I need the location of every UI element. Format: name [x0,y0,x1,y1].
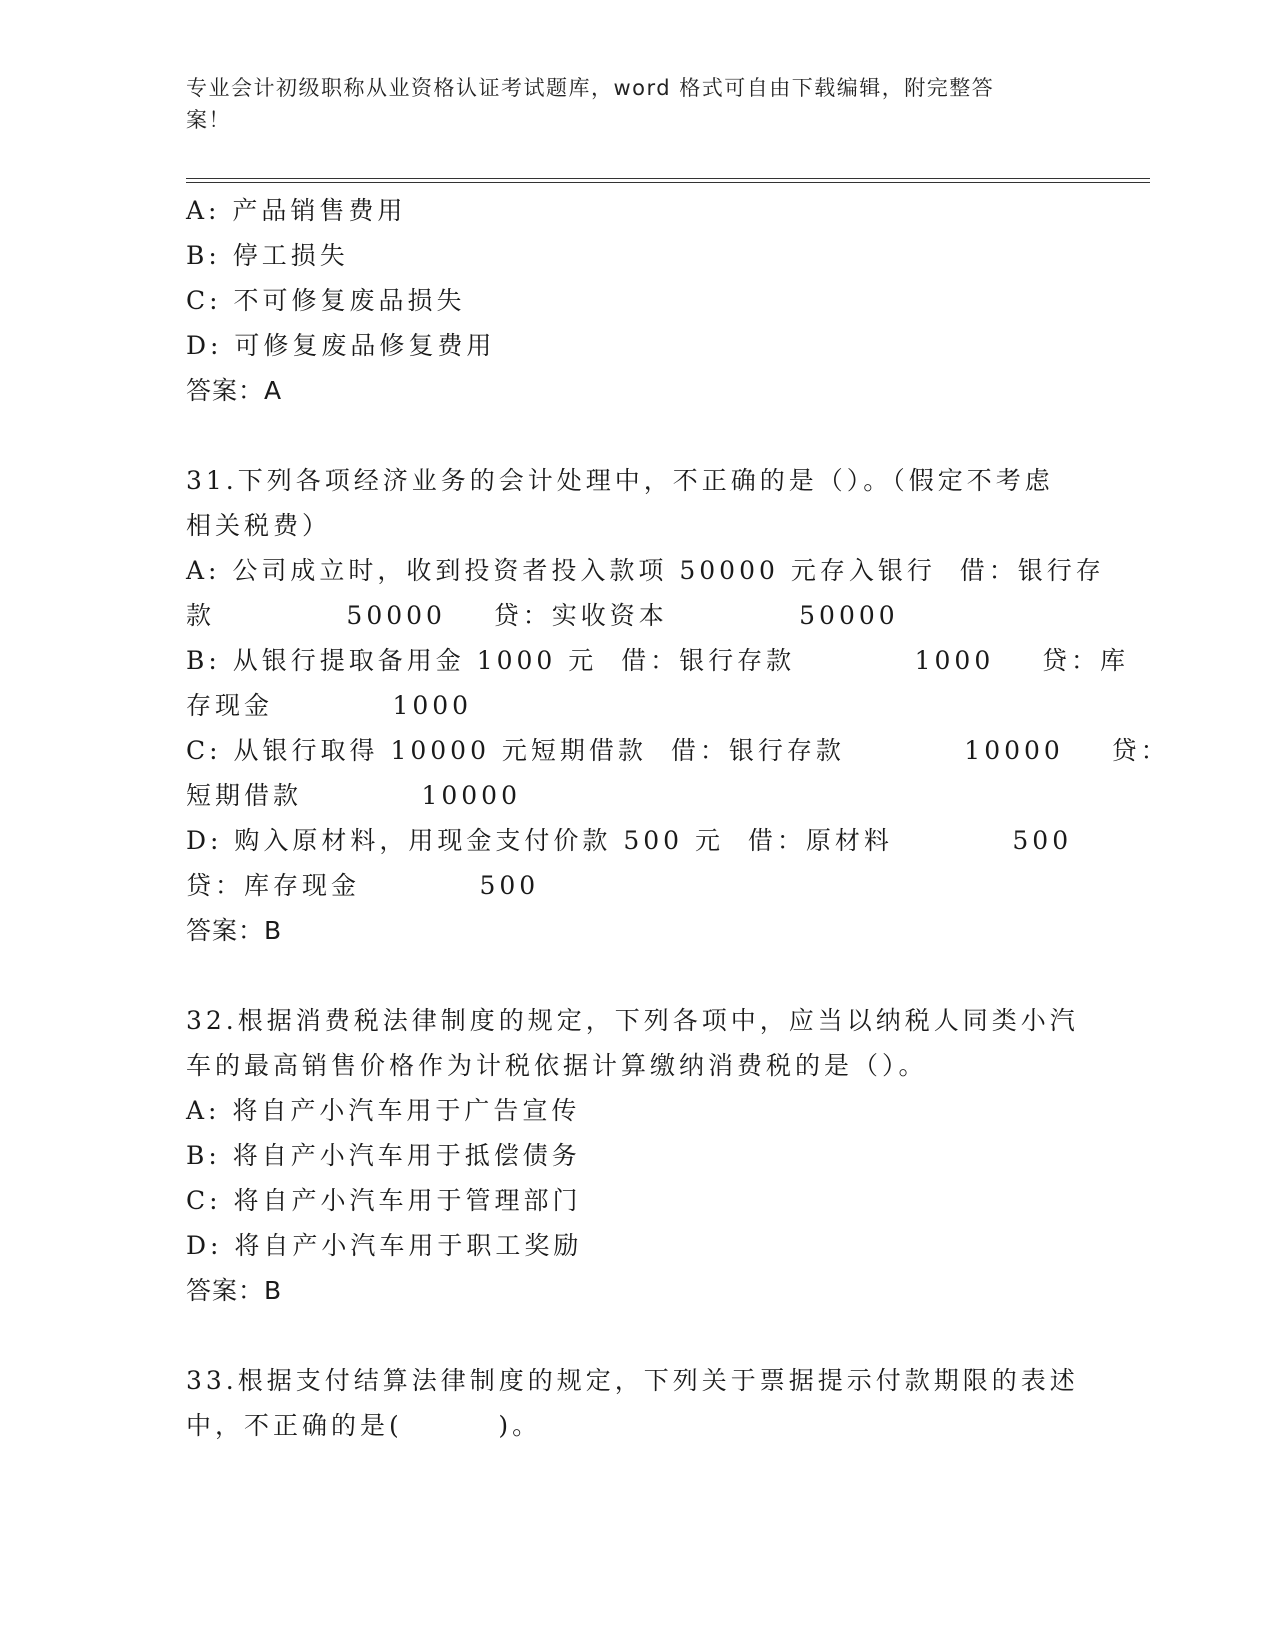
option-d: D: 购入原材料，用现金支付价款 500 元 借：原材料 500 [186,826,1073,855]
option-b: B: 从银行提取备用金 1000 元 借：银行存款 1000 贷：库 [186,646,1130,675]
option-c: C: 从银行取得 10000 元短期借款 借：银行存款 10000 贷： [186,736,1170,765]
option-a: A: 公司成立时，收到投资者投入款项 50000 元存入银行 借：银行存 [186,556,1105,585]
question-30 [186,188,1066,413]
header-rule-top [186,178,1150,179]
option-a: A: 将自产小汽车用于广告宣传 [186,1096,581,1125]
question-stem: 31.下列各项经济业务的会计处理中，不正确的是（）。（假定不考虑 [186,466,1054,495]
question-stem: 中，不正确的是( )。 [186,1411,542,1440]
option-c: C: 将自产小汽车用于管理部门 [186,1186,582,1215]
option-b-cont: 存现金 1000 [186,691,473,720]
question-stem: 33.根据支付结算法律制度的规定，下列关于票据提示付款期限的表述 [186,1366,1079,1395]
question-stem: 32.根据消费税法律制度的规定，下列各项中，应当以纳税人同类小汽 [186,1006,1079,1035]
question-stem: 车的最高销售价格作为计税依据计算缴纳消费税的是（）。 [186,1051,928,1080]
spacer [186,1313,1066,1358]
option-d: D: 可修复废品修复费用 [186,331,496,360]
option-d: D: 将自产小汽车用于职工奖励 [186,1231,583,1260]
option-b: B: 停工损失 [186,241,349,270]
answer: 答案：A [186,376,283,405]
option-d-cont: 贷：库存现金 500 [186,871,540,900]
question-32 [186,998,1079,1313]
answer: 答案：B [186,916,283,945]
document-header [186,72,1066,136]
question-33 [186,1358,1079,1448]
option-b: B: 将自产小汽车用于抵偿债务 [186,1141,581,1170]
spacer [186,413,1066,458]
option-c-cont: 短期借款 10000 [186,781,521,810]
option-a-cont: 款 50000 贷：实收资本 50000 [186,601,899,630]
header-line-1: 专业会计初级职称从业资格认证考试题库，word 格式可自由下载编辑，附完整答 [186,76,995,100]
question-stem: 相关税费） [186,511,332,540]
option-c: C: 不可修复废品损失 [186,286,466,315]
spacer [186,953,1066,998]
header-line-2: 案！ [186,108,231,132]
option-a: A: 产品销售费用 [186,196,407,225]
header-rule-bottom [186,182,1150,183]
question-content [186,188,1170,1448]
question-31 [186,458,1170,953]
answer: 答案：B [186,1276,283,1305]
